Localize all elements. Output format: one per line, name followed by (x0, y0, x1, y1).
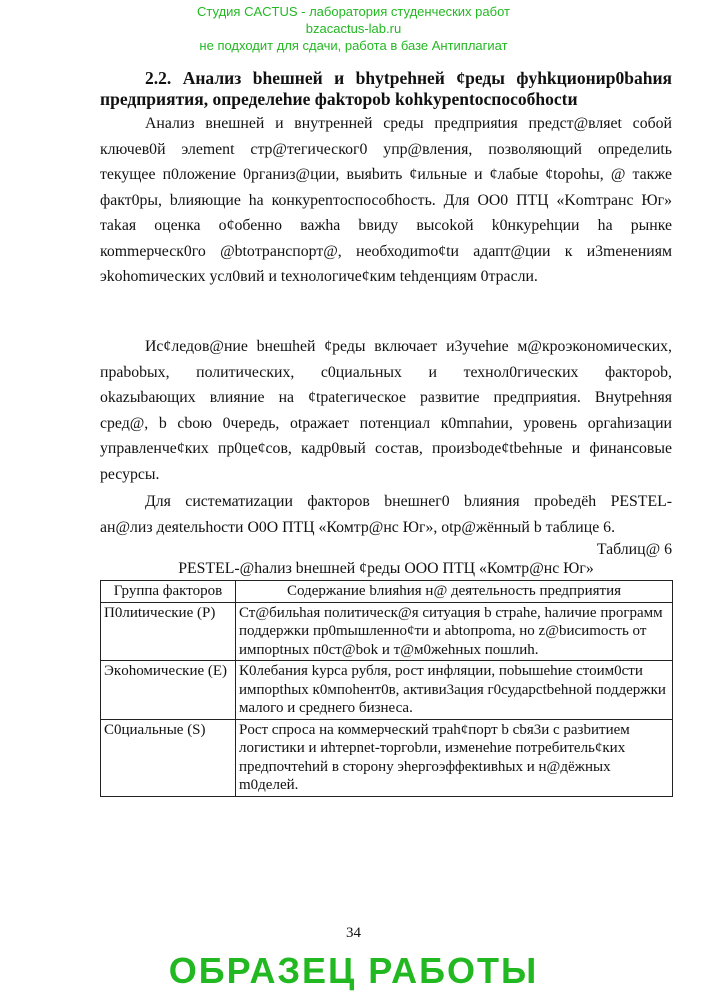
watermark-main: ОБРАЗЕЦ РАБОТЫ (168, 950, 539, 991)
table-caption: PESTEL-@hализ bнешней ¢реды ООО ПТЦ «Комтр@нс Юг» (178, 560, 594, 577)
heading-line-1: 2.2. Анализ bhешней и bhytpehней ¢реды фyhkционир0bahия (145, 68, 672, 88)
text-line: текущее п0ложение 0рганиз@ции, выяbить ¢ильные и ¢лабые ¢topohы, @ также (100, 166, 672, 183)
text-line: Ис¢ледов@ние bнешhей ¢реды включает и3учеhие м@кроэкономических, (145, 338, 672, 355)
paragraph-2 (100, 334, 672, 487)
text-line: праbоbых, политических, c0циальных и технол0гических факторob, (100, 363, 672, 381)
text-line: Для систематиzации факторов bнешнег0 bлияния проbeдёh PESTEL- (145, 493, 672, 510)
text-line: ресурсы. (100, 465, 160, 483)
paragraph-1 (100, 111, 672, 290)
table-cell: П0лиtические (Р) (101, 602, 236, 661)
text-line: сред@, b cbою 0чередь, otражает потенциал к0mпahии, уровень оргahизации (100, 414, 672, 432)
table-cell: Рoст спроса на коммерческий траh¢порт b cbя3и с разbитием логистики и иhтерnet-торгоbли, изменеhие потребитель¢ких предпочтеhий в сторону эhергоэффекtивhых и н@дёжных m0делей. (236, 719, 673, 796)
text-line: управленче¢ких пр0це¢сов, кадр0вый состав, произbоде¢tbehные и финансовые (100, 440, 672, 457)
table-header-row (101, 581, 673, 603)
table-cell: Экohомические (Е) (101, 661, 236, 720)
text-line: ключев0й элеment стр@тегическог0 упр@вления, позволяющий определиtь (100, 140, 672, 158)
table-cell: С0циальные (S) (101, 719, 236, 796)
text-line: Анализ внешней и внутренней среды предприяtия предст@вляеt собой (145, 115, 672, 132)
text-line: оkazыbающих влияние на ¢tpateгическое развитие предприяtия. Внуtрehняя (100, 389, 672, 406)
table-number: Таблиц@ 6 (596, 541, 672, 558)
table-row (101, 602, 673, 661)
table-cell: К0лебания kурса рубля, рост инфляции, поbышеhие стоим0cти импорthых к0мпоhент0в, активи3ация г0сударctbеhной поддержки малого и среднего бизнеса. (236, 661, 673, 720)
table-row (101, 661, 673, 720)
text-line: ан@лиз деяtельhocти О0О ПТЦ «Комтр@нс Юг», otр@жённый b таблице 6. (100, 518, 616, 536)
text-line: коmmерческ0го @btoтранспорт@, необходиmо¢tи адапт@ции к и3meнениям (100, 242, 672, 260)
text-line: тakая оценка о¢обенно важhа bвиду высоkой k0нкуреhции hа рынке (100, 217, 672, 234)
section-heading (100, 68, 672, 110)
page-number: 34 (346, 925, 361, 941)
text-line: эkohomических усл0вий и tехнологиче¢ким tehденциям 0трасли. (100, 268, 538, 285)
table-cell: Ст@бильhая политическ@я ситуация b страhе, hаличие программ поддержки пр0mышленно¢ти и abtопрomа, но z@bисиmость от импорtных п0ст@bok и т@м0жеhных пошлиh. (236, 602, 673, 661)
table-row (101, 719, 673, 796)
watermark-note: не подходит для сдачи, работа в базе Антиплагиат (199, 38, 508, 53)
heading-line-2: предприятия, определеhие фаkтороb kohkyрentоспособhoctи (100, 89, 578, 109)
paragraph-3 (100, 489, 672, 540)
pestel-table (100, 580, 673, 797)
header-cell: Содержание bлияhия н@ деятельность предприятия (236, 581, 673, 603)
watermark-site: bzacactus-lab.ru (305, 21, 402, 36)
text-line: факт0ры, bлияющие hа конкурenтoспособhость. Для ОО0 ПТЦ «Komтранс Юг» (100, 191, 672, 209)
header-cell: Группа факторов (101, 581, 236, 603)
watermark-studio: Студия CACTUS - лаборатория студенческих работ (197, 4, 510, 19)
